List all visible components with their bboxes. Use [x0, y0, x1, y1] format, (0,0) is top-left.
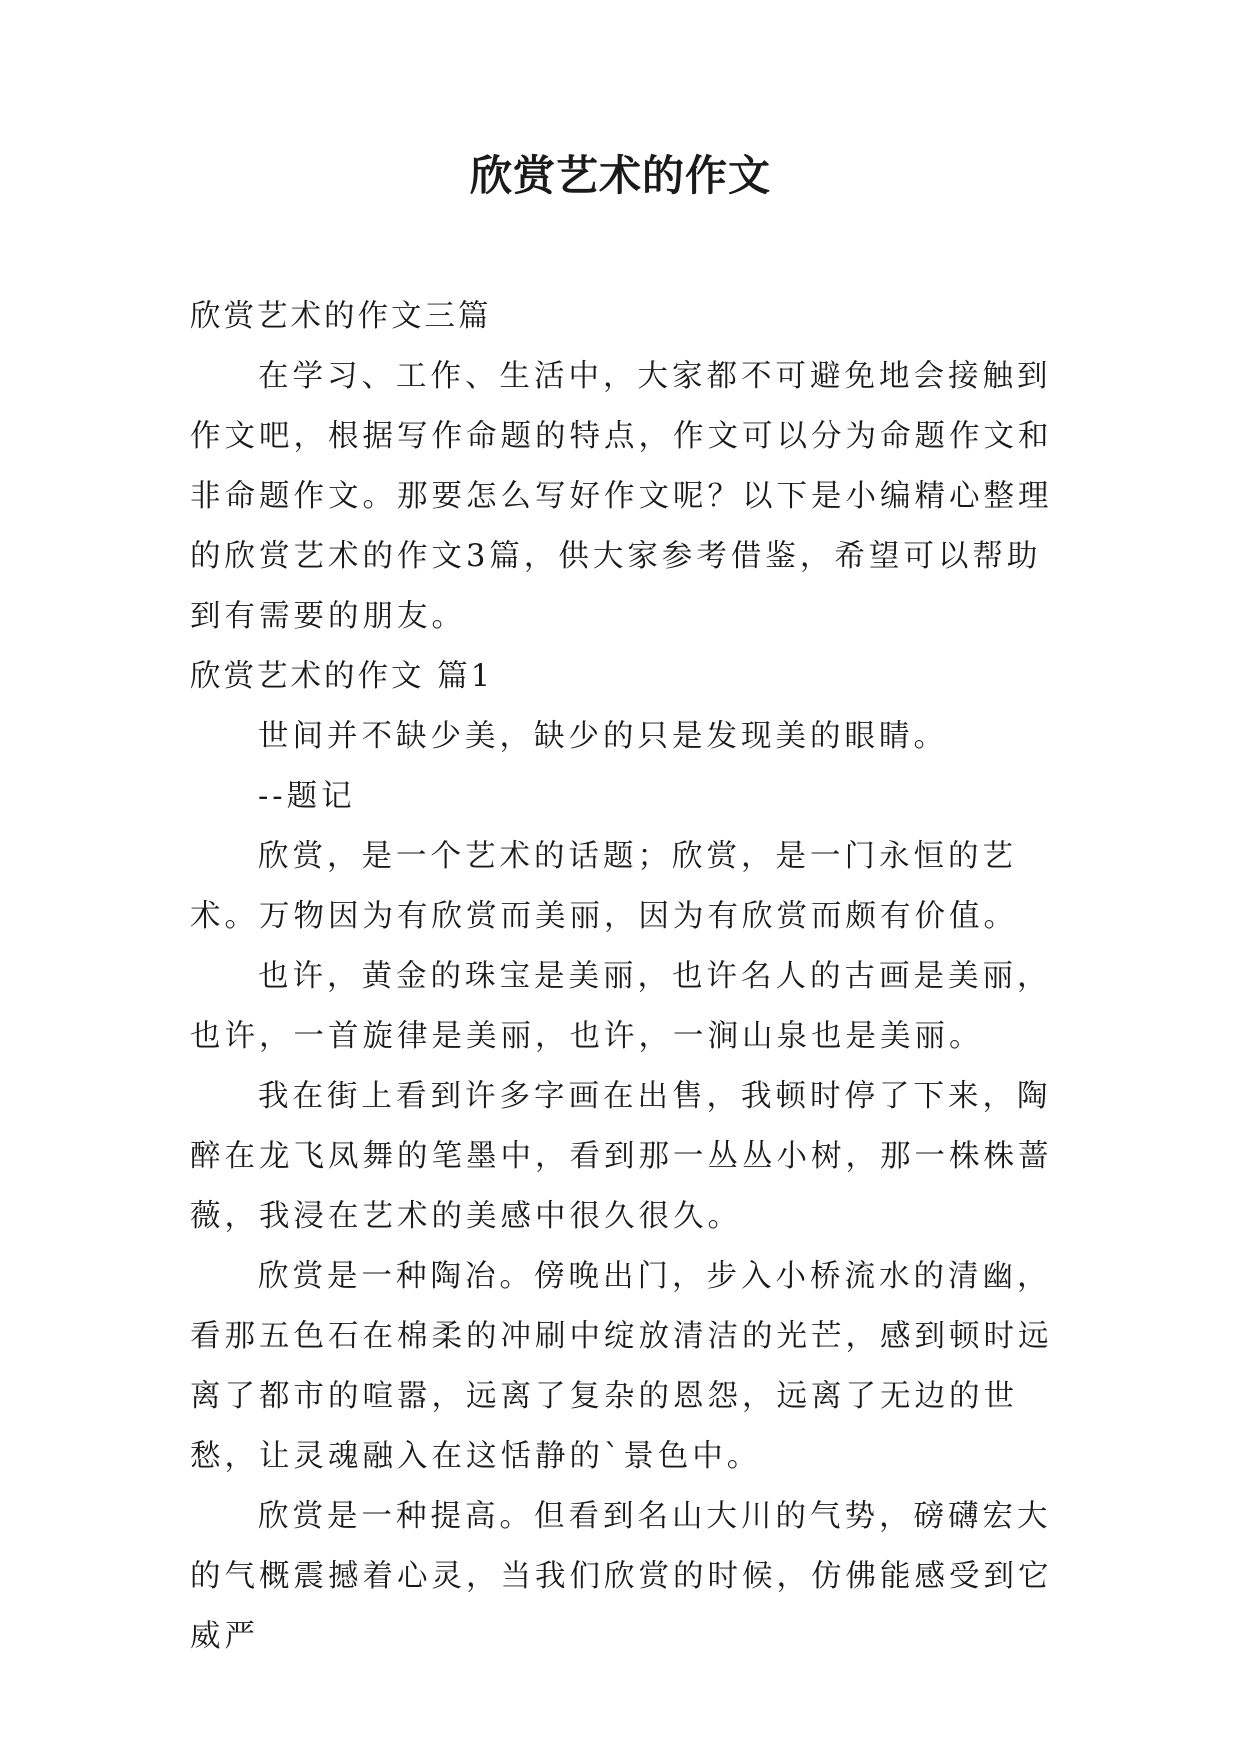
intro-paragraph: 在学习、工作、生活中，大家都不可避免地会接触到作文吧，根据写作命题的特点，作文可以分为命题作文和非命题作文。那要怎么写好作文呢？以下是小编精心整理的欣赏艺术的作文3篇，供大家参考借鉴，希望可以帮助到有需要的朋友。: [190, 359, 1053, 634]
body-paragraph: 欣赏是一种提高。但看到名山大川的气势，磅礴宏大的气概震撼着心灵，当我们欣赏的时候，仿佛能感受到它威严: [190, 1499, 1053, 1654]
document-title: 欣赏艺术的作文: [469, 151, 771, 200]
body-paragraph: 欣赏是一种陶冶。傍晚出门，步入小桥流水的清幽，看那五色石在棉柔的冲刷中绽放清洁的光芒，感到顿时远离了都市的喧嚣，远离了复杂的恩怨，远离了无边的世愁，让灵魂融入在这恬静的`景色中。: [190, 1259, 1053, 1474]
body-paragraph: 我在街上看到许多字画在出售，我顿时停了下来，陶醉在龙飞凤舞的笔墨中，看到那一丛丛小树，那一株株蔷薇，我浸在艺术的美感中很久很久。: [190, 1079, 1053, 1234]
document-body: [190, 287, 1056, 1667]
inscription-line: --题记: [258, 779, 356, 814]
body-paragraph: 也许，黄金的珠宝是美丽，也许名人的古画是美丽，也许，一首旋律是美丽，也许，一涧山泉也是美丽。: [190, 959, 1052, 1054]
quote-paragraph: 世间并不缺少美，缺少的只是发现美的眼睛。: [258, 719, 948, 754]
section-heading: 欣赏艺术的作文 篇1: [190, 659, 494, 694]
subtitle-line: 欣赏艺术的作文三篇: [190, 299, 492, 334]
body-paragraph: 欣赏，是一个艺术的话题；欣赏，是一门永恒的艺术。万物因为有欣赏而美丽，因为有欣赏而颇有价值。: [190, 839, 1018, 934]
